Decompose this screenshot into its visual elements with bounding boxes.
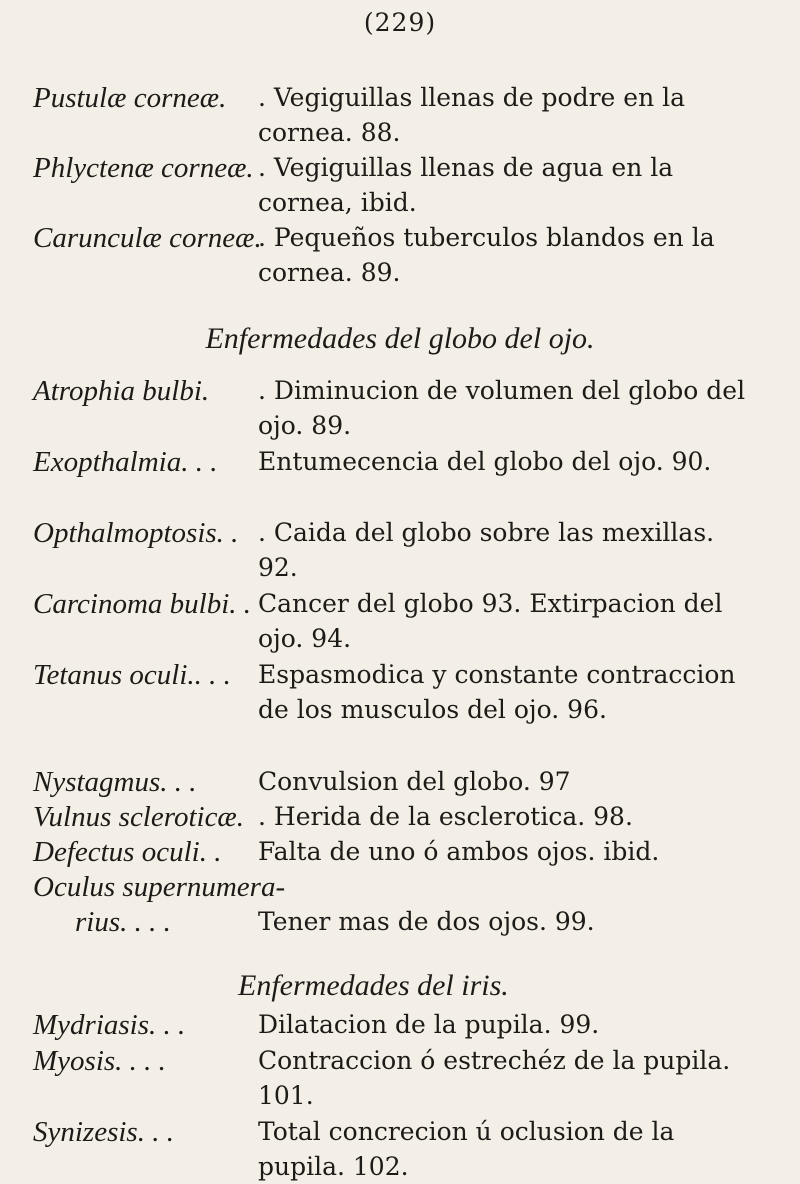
entry-term: Mydriasis. . . xyxy=(33,1009,186,1041)
entry-definition: Total concrecion ú oclusion de la pupila. 102. xyxy=(258,1117,675,1181)
entry-definition: Contraccion ó estrechéz de la pupila. 101. xyxy=(258,1046,731,1110)
entry-term: Tetanus oculi.. . . xyxy=(33,659,231,691)
entry-definition: . Diminucion de volumen del globo del ojo. 89. xyxy=(258,376,746,440)
entry-definition: . Pequeños tuberculos blandos en la cornea. 89. xyxy=(258,223,715,287)
entry-definition: . Vegiguillas llenas de agua en la cornea, ibid. xyxy=(258,153,674,217)
entry-term: Oculus supernumera- xyxy=(33,871,286,903)
entry-term: Carcinoma bulbi. . xyxy=(33,588,252,620)
entry-definition: . Herida de la esclerotica. 98. xyxy=(258,802,633,831)
entry-term: Exopthalmia. . . xyxy=(33,446,218,478)
entry-definition: . Vegiguillas llenas de podre en la cornea. 88. xyxy=(258,83,686,147)
entry-term: Myosis. . . . xyxy=(33,1045,166,1077)
entry-term: rius. . . . xyxy=(75,906,171,938)
entry-term: Vulnus scleroticæ. xyxy=(33,801,245,833)
entry-term: Pustulæ corneæ. xyxy=(33,82,227,114)
entry-term: Carunculæ corneæ. xyxy=(33,222,262,254)
entry-definition: Espasmodica y constante contraccion de los musculos del ojo. 96. xyxy=(258,660,736,724)
entry-term: Defectus oculi. . xyxy=(33,836,222,868)
section-heading-iris: Enfermedades del iris. xyxy=(238,969,509,1002)
entry-term: Atrophia bulbi. xyxy=(33,375,210,407)
entry-definition: Convulsion del globo. 97 xyxy=(258,767,571,796)
section-heading-globo: Enfermedades del globo del ojo. xyxy=(205,322,595,355)
entry-term: Synizesis. . . xyxy=(33,1116,174,1148)
page-number: (229) xyxy=(363,8,437,37)
entry-term: Opthalmoptosis. . xyxy=(33,517,239,549)
entry-term: Nystagmus. . . xyxy=(33,766,197,798)
entry-definition: Cancer del globo 93. Extirpacion del ojo. 94. xyxy=(258,589,723,653)
entry-term: Phlyctenæ corneæ. xyxy=(33,152,254,184)
entry-definition: Tener mas de dos ojos. 99. xyxy=(258,907,595,936)
entry-definition: Entumecencia del globo del ojo. 90. xyxy=(258,447,712,476)
entry-definition: Falta de uno ó ambos ojos. ibid. xyxy=(258,837,660,866)
entry-definition: Dilatacion de la pupila. 99. xyxy=(258,1010,600,1039)
entry-definition: . Caida del globo sobre las mexillas. 92. xyxy=(258,518,715,582)
